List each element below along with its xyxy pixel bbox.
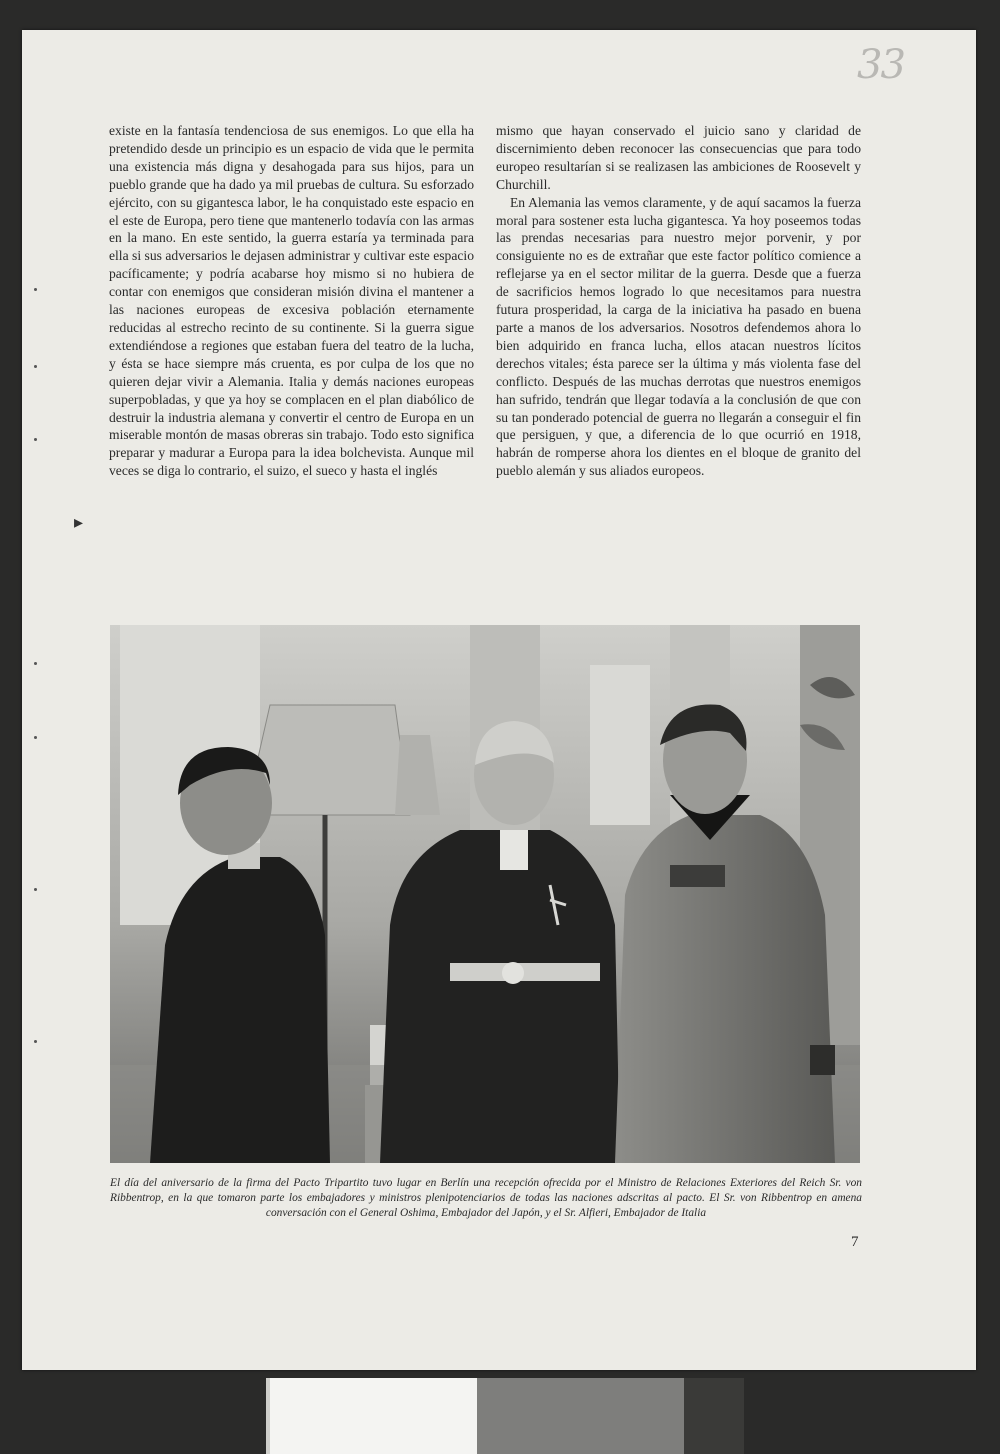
document-page	[22, 30, 976, 1370]
page-number: 7	[851, 1234, 859, 1250]
margin-dot	[34, 662, 37, 665]
margin-dot	[34, 365, 37, 368]
color-calibration-white	[270, 1378, 477, 1454]
right-column-paragraph-1: mismo que hayan conservado el juicio sano y claridad de discernimiento deben reconocer las consecuencias que para todo europeo resultarían si se realizasen las ambiciones de Roosevelt y Churchill.	[496, 123, 861, 192]
left-column-paragraph: existe en la fantasía tendenciosa de sus enemigos. Lo que ella ha pretendido desde un principio es un espacio de vida que le permita una existencia más digna y desahogada para sus hijos, para un pueblo grande que ha dado ya mil pruebas de cultura. Su esforzado ejército, con su gigantesca labor, le ha conquistado este espacio en el este de Europa, pero tiene que mantenerlo todavía con las armas en la mano. En este sentido, la guerra estaría ya terminada para ella si sus adversarios le dejasen administrar y cultivar este espacio pacíficamente; y podría acabarse hoy mismo si no hubiera de contar con enemigos que consideran misión divina el mantener a las naciones europeas de excesiva población eternamente reducidas al estrecho recinto de su continente. Si la guerra sigue extendiéndose a regiones que estaban fuera del teatro de la lucha, y ésta se hace siempre más cruenta, es por culpa de los que no quieren dejar vivir a Alemania. Italia y demás naciones europeas superpobladas, y que ya hoy se complacen en el plan diabólico de destruir la industria alemana y convertir el centro de Europa en un miserable montón de masas obreras sin trabajo. Todo esto significa preparar y madurar a Europa para la idea bolchevista. Aunque mil veces se diga lo contrario, el suizo, el sueco y hasta el inglés	[109, 123, 474, 479]
right-column-paragraph-2: En Alemania las vemos claramente, y de aquí sacamos la fuerza moral para sostener esta lucha gigantesca. Ya hoy poseemos todas las prendas necesarias para nuestro mejor porvenir, y por consiguiente no es de extrañar que este factor político comience a reflejarse ya en el sector militar de la guerra. Desde que a fuerza de sacrificios hemos logrado lo que necesitamos para nuestra futura prosperidad, la carga de la iniciativa ha pasado en buena parte a manos de los adversarios. Nosotros defendemos ahora lo bien adquirido en franca lucha, ellos atacan nuestros lícitos derechos vitales; ésta parece ser la última y más violenta fase del conflicto. Después de las muchas derrotas que nuestros enemigos han sufrido, tendrán que llegar todavía a la conclusión de que con su tan ponderado potencial de guerra no llegarán a conseguir el fin que persiguen, y que, a diferencia de lo que ocurrió en 1918, habrán de romperse ahora los dientes en el bloque de granito del pueblo alemán y sus aliados europeos.	[496, 194, 861, 479]
photograph-illustration	[110, 625, 860, 1163]
left-text-column	[109, 122, 474, 480]
margin-dot	[34, 288, 37, 291]
handwritten-folio-number: 33	[857, 42, 904, 88]
margin-dot	[34, 736, 37, 739]
right-text-column	[496, 122, 861, 480]
margin-arrow-icon: ▸	[74, 512, 84, 533]
margin-dot	[34, 888, 37, 891]
color-calibration-dark	[684, 1378, 744, 1454]
color-calibration-gray	[477, 1378, 684, 1454]
photo-caption: El día del aniversario de la firma del Pacto Tripartito tuvo lugar en Berlín una recepción ofrecida por el Ministro de Relaciones Exteriores del Reich Sr. von Ribbentrop, en la que tomaron parte los embajadores y ministros plenipotenciarios de todas las naciones adscritas al pacto. El Sr. von Ribbentrop en amena conversación con el General Oshima, Embajador del Japón, y el Sr. Alfieri, Embajador de Italia	[110, 1177, 862, 1220]
margin-dot	[34, 438, 37, 441]
photograph	[110, 625, 860, 1163]
margin-dot	[34, 1040, 37, 1043]
